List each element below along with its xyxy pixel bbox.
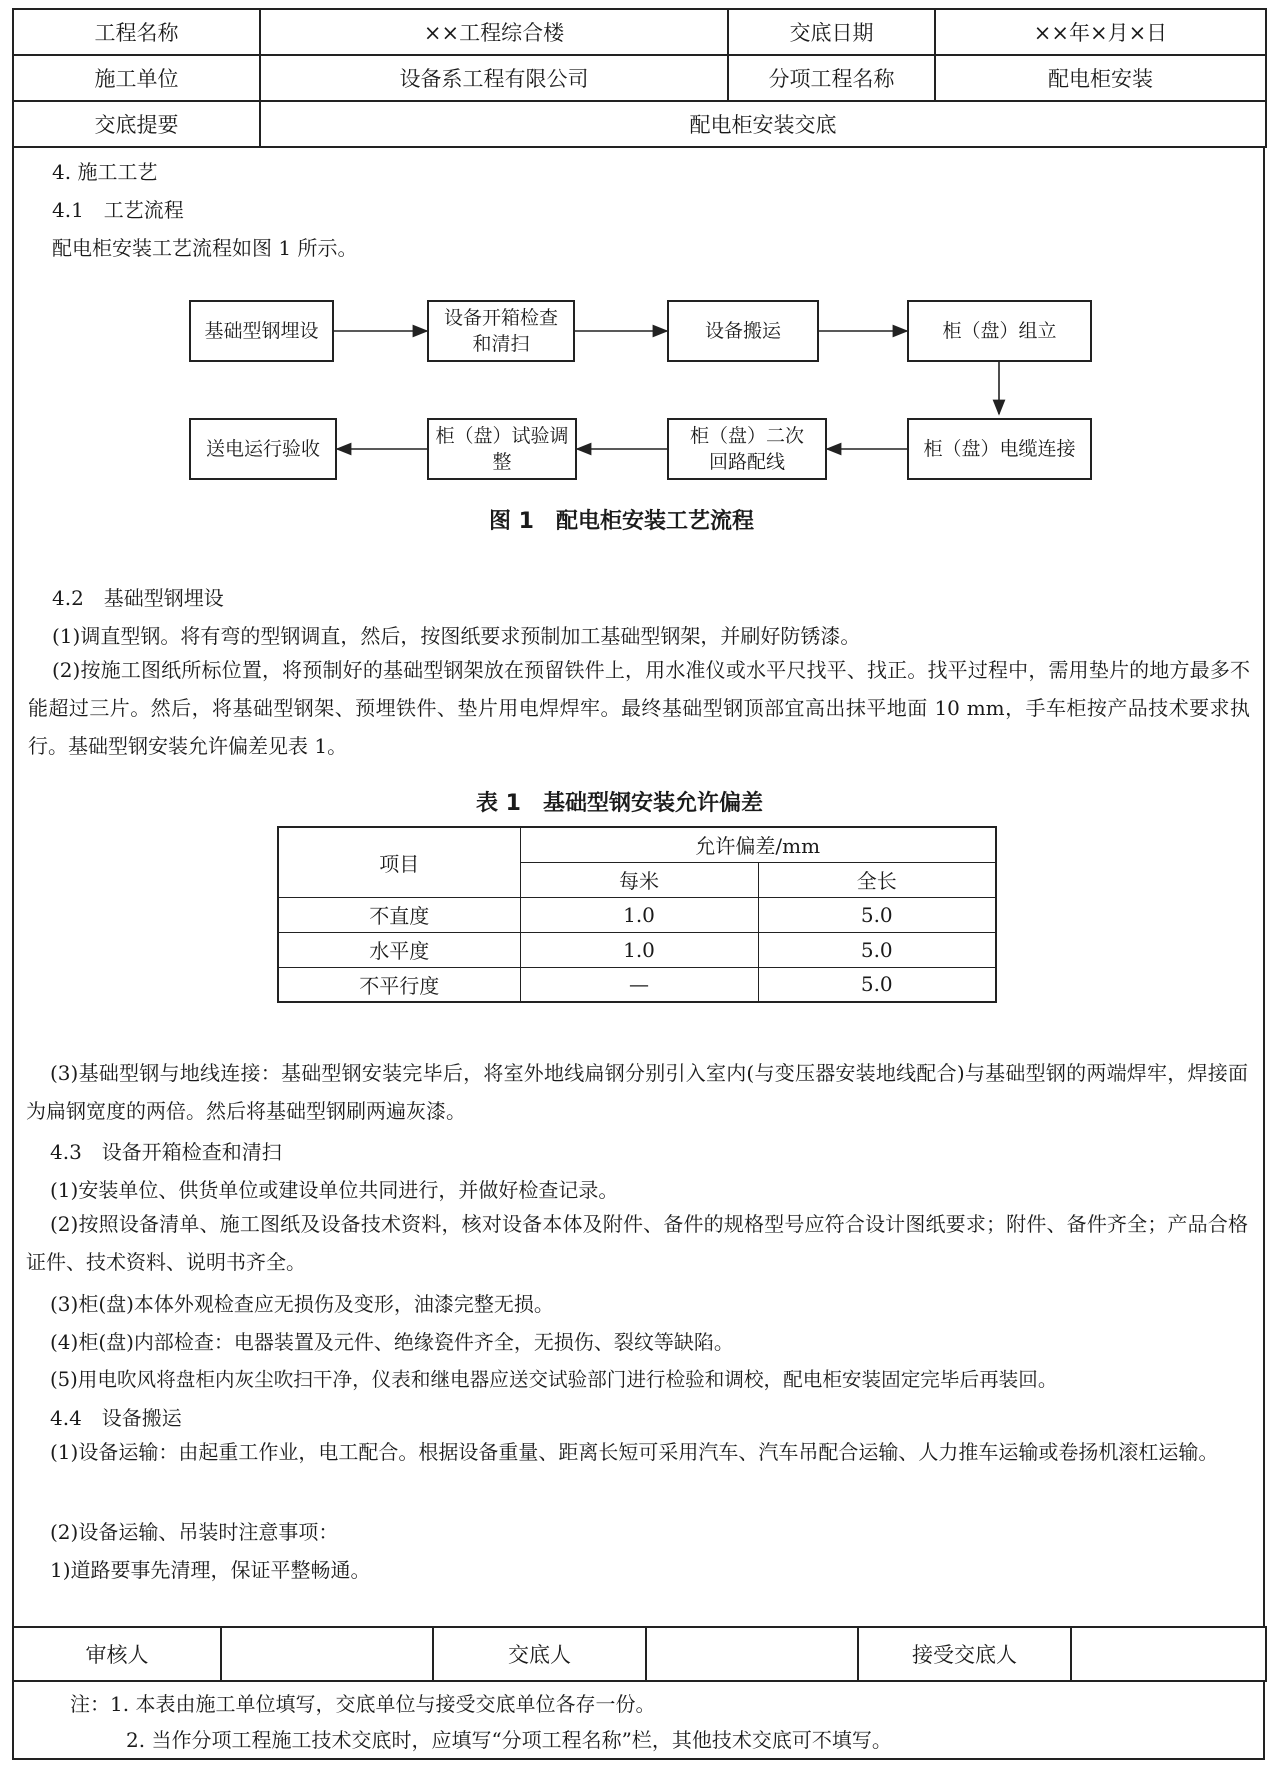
col-header-full-length: 全长 xyxy=(758,862,996,897)
reviewer-field[interactable] xyxy=(221,1627,433,1681)
section-4-3-heading: 4.3 设备开箱检查和清扫 xyxy=(50,1140,282,1164)
section-4-4-p3: 1)道路要事先清理，保证平整畅通。 xyxy=(50,1558,371,1582)
flow-step-7: 柜（盘）试验调整 xyxy=(427,418,577,480)
date-value: ××年×月×日 xyxy=(935,9,1266,55)
content-body-lower xyxy=(12,1028,1265,1626)
deviation-table xyxy=(277,826,997,1003)
discloser-field[interactable] xyxy=(646,1627,858,1681)
col-header-item: 项目 xyxy=(278,827,520,897)
summary-label: 交底提要 xyxy=(13,101,260,147)
section-4-4-heading: 4.4 设备搬运 xyxy=(50,1406,182,1430)
row-per-meter: 1.0 xyxy=(520,897,758,932)
discloser-label: 交底人 xyxy=(433,1627,646,1681)
col-header-deviation: 允许偏差/mm xyxy=(520,827,996,862)
section-4-2-heading: 4.2 基础型钢埋设 xyxy=(52,586,224,610)
section-4-4-p2: (2)设备运输、吊装时注意事项： xyxy=(50,1520,339,1544)
flow-step-2: 设备开箱检查 和清扫 xyxy=(427,300,575,362)
table-row xyxy=(278,967,996,1002)
reviewer-label: 审核人 xyxy=(13,1627,221,1681)
section-4-4-p1: (1)设备运输：由起重工作业，电工配合。根据设备重量、距离长短可采用汽车、汽车吊配合运输、人力推车运输或卷扬机滚杠运输。 xyxy=(50,1440,1219,1464)
project-name-label: 工程名称 xyxy=(13,9,260,55)
row-item: 水平度 xyxy=(278,932,520,967)
table-row xyxy=(278,932,996,967)
receiver-label: 接受交底人 xyxy=(858,1627,1071,1681)
section-4-3-p3: (3)柜(盘)本体外观检查应无损伤及变形，油漆完整无损。 xyxy=(50,1292,554,1316)
section-4-2-p1: (1)调直型钢。将有弯的型钢调直，然后，按图纸要求预制加工基础型钢架，并刷好防锈漆。 xyxy=(52,624,861,648)
flow-step-6: 柜（盘）二次 回路配线 xyxy=(667,418,827,480)
col-header-per-meter: 每米 xyxy=(520,862,758,897)
table-row xyxy=(278,897,996,932)
flow-step-8: 送电运行验收 xyxy=(189,418,337,480)
table-caption: 表 1 基础型钢安装允许偏差 xyxy=(476,791,763,816)
section-4-3-p1: (1)安装单位、供货单位或建设单位共同进行，并做好检查记录。 xyxy=(50,1178,619,1202)
section-4-1-text: 配电柜安装工艺流程如图 1 所示。 xyxy=(52,236,358,260)
figure-caption: 图 1 配电柜安装工艺流程 xyxy=(489,509,754,534)
notes xyxy=(12,1680,1265,1760)
receiver-field[interactable] xyxy=(1071,1627,1266,1681)
note-2: 2. 当作分项工程施工技术交底时，应填写“分项工程名称”栏，其他技术交底可不填写。 xyxy=(126,1728,892,1752)
disclosure-form xyxy=(12,8,1265,1758)
unit-value: 设备系工程有限公司 xyxy=(260,55,728,101)
date-label: 交底日期 xyxy=(728,9,935,55)
flow-step-3: 设备搬运 xyxy=(667,300,819,362)
header-table xyxy=(12,8,1267,148)
row-full-length: 5.0 xyxy=(758,897,996,932)
flow-step-1: 基础型钢埋设 xyxy=(189,300,334,362)
section-4-2-p2: (2)按施工图纸所标位置，将预制好的基础型钢架放在预留铁件上，用水准仪或水平尺找平、找正。找平过程中，需用垫片的地方最多不能超过三片。然后，将基础型钢架、预埋铁件、垫片用电焊焊牢。最终基础型钢顶部宜高出抹平地面 10 mm，手车柜按产品技术要求执行。基础型钢安装允许偏差见表 1。 xyxy=(28,658,1250,758)
section-4-heading: 4. 施工工艺 xyxy=(52,160,158,184)
section-4-3-p4: (4)柜(盘)内部检查：电器装置及元件、绝缘瓷件齐全，无损伤、裂纹等缺陷。 xyxy=(50,1330,734,1354)
section-4-2-p3: (3)基础型钢与地线连接：基础型钢安装完毕后，将室外地线扁钢分别引入室内(与变压器安装地线配合)与基础型钢的两端焊牢，焊接面为扁钢宽度的两倍。然后将基础型钢刷两遍灰漆。 xyxy=(26,1061,1248,1123)
row-per-meter: 1.0 xyxy=(520,932,758,967)
row-per-meter: — xyxy=(520,967,758,1002)
row-item: 不平行度 xyxy=(278,967,520,1002)
summary-value: 配电柜安装交底 xyxy=(260,101,1266,147)
unit-label: 施工单位 xyxy=(13,55,260,101)
signoff-table xyxy=(12,1626,1267,1682)
flow-step-4: 柜（盘）组立 xyxy=(907,300,1092,362)
section-4-3-p2: (2)按照设备清单、施工图纸及设备技术资料，核对设备本体及附件、备件的规格型号应符合设计图纸要求；附件、备件齐全；产品合格证件、技术资料、说明书齐全。 xyxy=(26,1212,1248,1274)
row-full-length: 5.0 xyxy=(758,967,996,1002)
subproject-value: 配电柜安装 xyxy=(935,55,1266,101)
section-4-3-p5: (5)用电吹风将盘柜内灰尘吹扫干净，仪表和继电器应送交试验部门进行检验和调校，配电柜安装固定完毕后再装回。 xyxy=(50,1368,1058,1391)
row-full-length: 5.0 xyxy=(758,932,996,967)
section-4-1-heading: 4.1 工艺流程 xyxy=(52,198,184,222)
subproject-label: 分项工程名称 xyxy=(728,55,935,101)
project-name-value: ××工程综合楼 xyxy=(260,9,728,55)
row-item: 不直度 xyxy=(278,897,520,932)
note-1: 注：1. 本表由施工单位填写，交底单位与接受交底单位各存一份。 xyxy=(70,1692,656,1716)
flow-step-5: 柜（盘）电缆连接 xyxy=(907,418,1092,480)
